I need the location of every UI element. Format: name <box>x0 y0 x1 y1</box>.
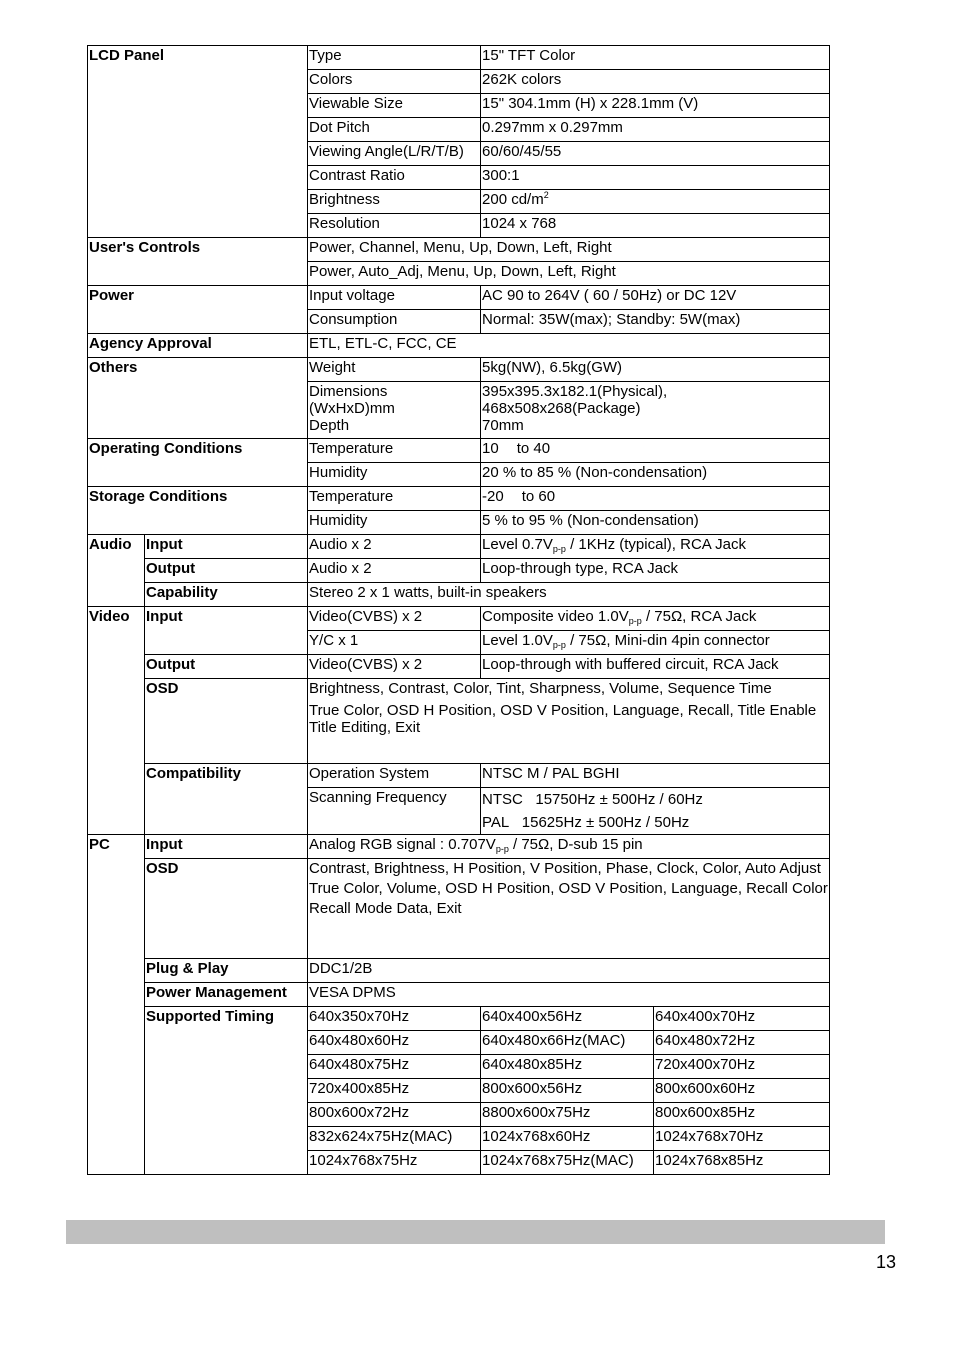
timing-cell: 640x480x66Hz(MAC) <box>481 1031 654 1055</box>
spec-value: 262K colors <box>481 70 830 94</box>
subscript: p-p <box>552 640 566 650</box>
section-label-audio: Audio <box>88 535 145 607</box>
subscript: p-p <box>552 544 566 554</box>
timing-cell: 640x480x60Hz <box>308 1031 481 1055</box>
subscript: p-p <box>495 844 509 854</box>
spec-value <box>481 535 830 559</box>
sub-label-output: Output <box>145 559 308 583</box>
sub-label-power-management: Power Management <box>145 983 308 1007</box>
section-label-video: Video <box>88 607 145 835</box>
value-text: / 1KHz (typical), RCA Jack <box>565 536 746 553</box>
sub-label-input: Input <box>145 607 308 655</box>
sub-label-supported-timing: Supported Timing <box>145 1007 308 1175</box>
spec-label: Operation System <box>308 764 481 788</box>
temp-from: 10 <box>482 440 499 457</box>
depth-value: 70mm <box>482 417 524 434</box>
table-row <box>88 286 830 310</box>
table-row <box>88 46 830 70</box>
superscript: 2 <box>543 190 549 200</box>
sub-label-input: Input <box>145 835 308 859</box>
spec-label: Dot Pitch <box>308 118 481 142</box>
spec-value <box>481 631 830 655</box>
scan-frequency: 15750Hz ± 500Hz / 60Hz <box>535 791 703 808</box>
timing-cell: 1024x768x85Hz <box>654 1151 830 1175</box>
spec-label: Weight <box>308 358 481 382</box>
spec-value <box>481 439 830 463</box>
table-row <box>88 559 830 583</box>
temp-to: to 60 <box>521 488 556 505</box>
table-row <box>88 1007 830 1031</box>
section-label-agency-approval: Agency Approval <box>88 334 308 358</box>
spec-value: Loop-through with buffered circuit, RCA Jack <box>481 655 830 679</box>
footer-bar <box>66 1220 885 1244</box>
table-row <box>88 607 830 631</box>
page-number: 13 <box>875 1252 896 1272</box>
table-row <box>88 764 830 788</box>
timing-cell: 800x600x72Hz <box>308 1103 481 1127</box>
spec-label: Audio x 2 <box>308 535 481 559</box>
table-row <box>88 535 830 559</box>
sub-label-output: Output <box>145 655 308 679</box>
spec-value <box>481 190 830 214</box>
spec-value <box>481 788 830 835</box>
spec-label: Humidity <box>308 463 481 487</box>
sub-label-capability: Capability <box>145 583 308 607</box>
scan-standard: NTSC <box>482 791 523 808</box>
spec-value: 5kg(NW), 6.5kg(GW) <box>481 358 830 382</box>
timing-cell: 640x480x75Hz <box>308 1055 481 1079</box>
timing-cell: 640x480x85Hz <box>481 1055 654 1079</box>
spec-label: Video(CVBS) x 2 <box>308 607 481 631</box>
dimensions-unit-label: (WxHxD)mm <box>309 400 395 417</box>
timing-cell: 8800x600x75Hz <box>481 1103 654 1127</box>
sub-label-input: Input <box>145 535 308 559</box>
osd-line: True Color, OSD H Position, OSD V Position, Language, Recall, Title Enable <box>309 702 817 719</box>
spec-label: Temperature <box>308 487 481 511</box>
spec-value: VESA DPMS <box>308 983 830 1007</box>
subscript: p-p <box>628 616 642 626</box>
depth-label: Depth <box>309 417 350 434</box>
spec-table-body <box>88 46 830 1175</box>
section-label-pc: PC <box>88 835 145 1175</box>
scan-ntsc <box>482 791 828 808</box>
spec-value: DDC1/2B <box>308 959 830 983</box>
brightness-value: 200 cd/m <box>482 191 544 208</box>
spec-value <box>308 679 830 764</box>
value-text: Level 0.7V <box>482 536 553 553</box>
table-row <box>88 835 830 859</box>
section-label-lcd-panel: LCD Panel <box>88 46 308 238</box>
osd-line: Brightness, Contrast, Color, Tint, Sharpness, Volume, Sequence Time <box>309 680 772 697</box>
spec-value: 0.297mm x 0.297mm <box>481 118 830 142</box>
spec-value <box>308 835 830 859</box>
timing-cell: 640x350x70Hz <box>308 1007 481 1031</box>
spec-value: AC 90 to 264V ( 60 / 50Hz) or DC 12V <box>481 286 830 310</box>
sub-label-plug-and-play: Plug & Play <box>145 959 308 983</box>
table-row <box>88 679 830 764</box>
spec-value: 300:1 <box>481 166 830 190</box>
sub-label-osd: OSD <box>145 679 308 764</box>
spec-value: 15" 304.1mm (H) x 228.1mm (V) <box>481 94 830 118</box>
timing-cell: 800x600x60Hz <box>654 1079 830 1103</box>
spec-value: Power, Channel, Menu, Up, Down, Left, Right <box>308 238 830 262</box>
spec-label: Viewing Angle(L/R/T/B) <box>308 142 481 166</box>
value-text: Level 1.0V <box>482 632 553 649</box>
temp-to: to 40 <box>516 440 551 457</box>
section-label-power: Power <box>88 286 308 334</box>
spec-value: 60/60/45/55 <box>481 142 830 166</box>
osd-line: Recall Mode Data, Exit <box>309 900 462 917</box>
timing-cell: 720x400x70Hz <box>654 1055 830 1079</box>
spec-value <box>481 607 830 631</box>
spec-label: Video(CVBS) x 2 <box>308 655 481 679</box>
spec-label: Audio x 2 <box>308 559 481 583</box>
spec-value: Normal: 35W(max); Standby: 5W(max) <box>481 310 830 334</box>
spec-value: 1024 x 768 <box>481 214 830 238</box>
temp-from: -20 <box>482 488 504 505</box>
table-row <box>88 334 830 358</box>
spec-label: Input voltage <box>308 286 481 310</box>
timing-cell: 1024x768x70Hz <box>654 1127 830 1151</box>
section-label-users-controls: User's Controls <box>88 238 308 286</box>
value-text: Analog RGB signal : 0.707V <box>309 836 496 853</box>
spec-value: 20 % to 85 % (Non-condensation) <box>481 463 830 487</box>
spec-value <box>481 382 830 439</box>
timing-cell: 832x624x75Hz(MAC) <box>308 1127 481 1151</box>
table-row <box>88 583 830 607</box>
value-text: Composite video 1.0V <box>482 608 629 625</box>
timing-cell: 1024x768x75Hz(MAC) <box>481 1151 654 1175</box>
dimensions-package: 468x508x268(Package) <box>482 400 641 417</box>
spec-value <box>308 859 830 959</box>
table-row <box>88 859 830 959</box>
spec-value <box>481 487 830 511</box>
table-row <box>88 358 830 382</box>
osd-line: Title Editing, Exit <box>309 719 421 736</box>
value-text: / 75Ω, Mini-din 4pin connector <box>565 632 770 649</box>
timing-cell: 640x480x72Hz <box>654 1031 830 1055</box>
table-row <box>88 238 830 262</box>
timing-cell: 1024x768x75Hz <box>308 1151 481 1175</box>
value-text: / 75Ω, D-sub 15 pin <box>508 836 643 853</box>
scan-pal <box>482 814 828 831</box>
spec-label: Temperature <box>308 439 481 463</box>
dimensions-label: Dimensions <box>309 383 388 400</box>
scan-standard: PAL <box>482 814 510 831</box>
dimensions-physical: 395x395.3x182.1(Physical), <box>482 383 668 400</box>
sub-label-compatibility: Compatibility <box>145 764 308 835</box>
osd-line: Contrast, Brightness, H Position, V Position, Phase, Clock, Color, Auto Adjust <box>309 860 821 877</box>
spec-value: 15" TFT Color <box>481 46 830 70</box>
timing-cell: 800x600x85Hz <box>654 1103 830 1127</box>
table-row <box>88 983 830 1007</box>
table-row <box>88 487 830 511</box>
timing-cell: 640x400x70Hz <box>654 1007 830 1031</box>
timing-cell: 720x400x85Hz <box>308 1079 481 1103</box>
section-label-storage-conditions: Storage Conditions <box>88 487 308 535</box>
scan-frequency: 15625Hz ± 500Hz / 50Hz <box>521 814 690 831</box>
osd-line: True Color, Volume, OSD H Position, OSD V Position, Language, Recall Color <box>309 880 828 897</box>
spec-value: Loop-through type, RCA Jack <box>481 559 830 583</box>
spec-label: Humidity <box>308 511 481 535</box>
spec-label: Resolution <box>308 214 481 238</box>
spec-table <box>87 45 830 1175</box>
spec-value: ETL, ETL-C, FCC, CE <box>308 334 830 358</box>
section-label-others: Others <box>88 358 308 439</box>
table-row <box>88 959 830 983</box>
timing-cell: 800x600x56Hz <box>481 1079 654 1103</box>
spec-value: NTSC M / PAL BGHI <box>481 764 830 788</box>
timing-cell: 640x400x56Hz <box>481 1007 654 1031</box>
spec-label: Y/C x 1 <box>308 631 481 655</box>
spec-label: Viewable Size <box>308 94 481 118</box>
spec-value: Power, Auto_Adj, Menu, Up, Down, Left, Right <box>308 262 830 286</box>
table-row <box>88 655 830 679</box>
spec-label: Type <box>308 46 481 70</box>
spec-label: Contrast Ratio <box>308 166 481 190</box>
spec-label <box>308 382 481 439</box>
spec-value: Stereo 2 x 1 watts, built-in speakers <box>308 583 830 607</box>
spec-label: Scanning Frequency <box>308 788 481 835</box>
timing-cell: 1024x768x60Hz <box>481 1127 654 1151</box>
sub-label-osd: OSD <box>145 859 308 959</box>
section-label-operating-conditions: Operating Conditions <box>88 439 308 487</box>
spec-label: Brightness <box>308 190 481 214</box>
spec-label: Colors <box>308 70 481 94</box>
value-text: / 75Ω, RCA Jack <box>641 608 757 625</box>
table-row <box>88 439 830 463</box>
spec-label: Consumption <box>308 310 481 334</box>
spec-value: 5 % to 95 % (Non-condensation) <box>481 511 830 535</box>
